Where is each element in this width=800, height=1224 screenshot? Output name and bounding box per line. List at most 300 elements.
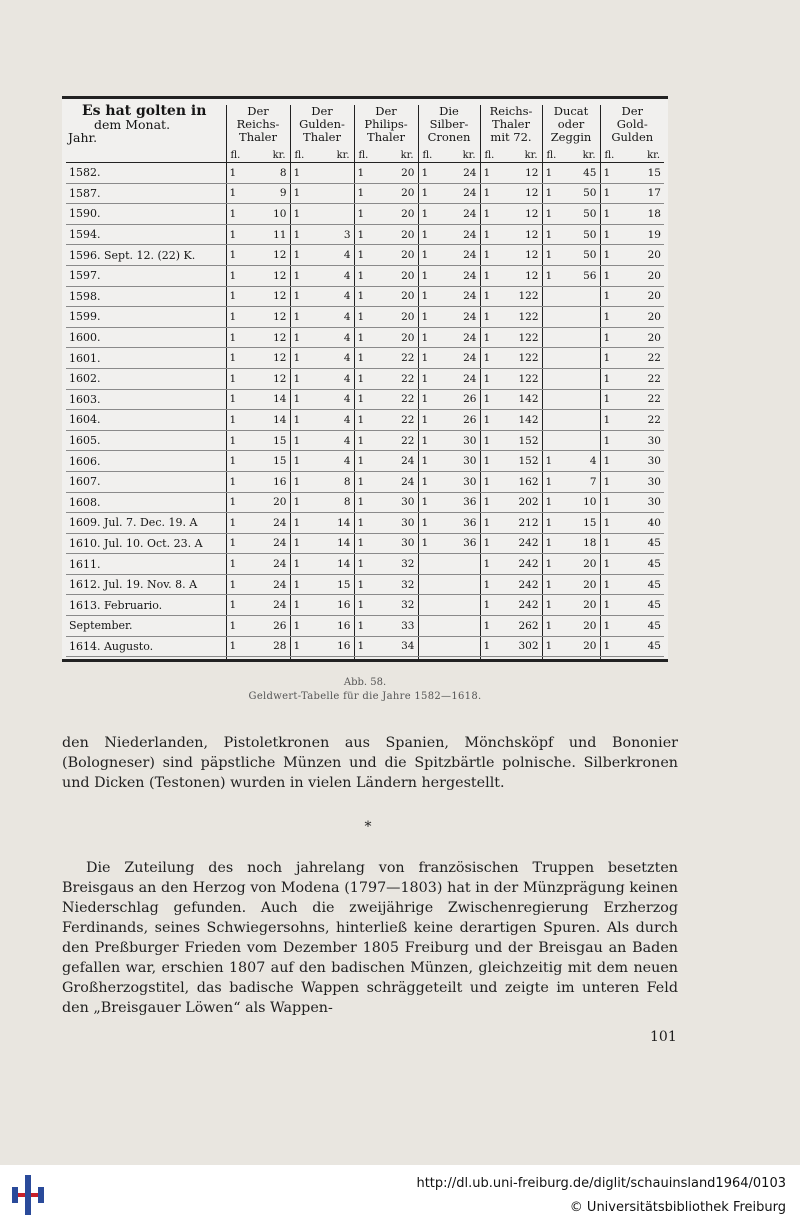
value-kr: 56 — [583, 269, 597, 282]
value-fl: 1 — [421, 310, 429, 323]
value-fl: 1 — [483, 228, 491, 241]
value-fl: 1 — [293, 619, 301, 632]
unit-header — [480, 149, 542, 163]
column-header-line: Der — [311, 104, 333, 118]
value-cell — [418, 513, 480, 534]
value-fl: 1 — [357, 249, 365, 262]
section-separator: * — [364, 819, 372, 835]
value-kr: 262 — [518, 619, 539, 632]
value-fl: 1 — [229, 537, 237, 550]
value-cell — [418, 389, 480, 410]
value-cell — [480, 307, 542, 328]
value-cell — [290, 471, 354, 492]
year-cell: 1598. — [66, 286, 226, 307]
value-cell — [542, 492, 600, 513]
value-fl: 1 — [545, 496, 553, 509]
value-kr: 20 — [583, 599, 597, 612]
value-fl: 1 — [229, 352, 237, 365]
value-cell — [542, 204, 600, 225]
value-cell — [418, 224, 480, 245]
table-row — [66, 348, 664, 369]
value-cell — [480, 204, 542, 225]
unit-header — [354, 149, 418, 163]
units-spacer — [66, 149, 226, 163]
value-cell — [290, 513, 354, 534]
value-fl: 1 — [483, 207, 491, 220]
value-kr: 17 — [647, 187, 661, 200]
value-kr: 22 — [647, 352, 661, 365]
year-cell: 1582. — [66, 163, 226, 184]
value-kr: 15 — [273, 434, 287, 447]
body-paragraph-1: den Niederlanden, Pistoletkronen aus Spanien, Mönchsköpf und Bononier (Bologneser) sind päpstliche Münzen und die Spitzbärtle polnische. Silberkronen und Dicken (Testonen) wurden in vielen Ländern hergestellt. — [62, 735, 678, 791]
value-fl — [230, 661, 237, 662]
value-kr — [401, 661, 414, 662]
value-kr: 3 — [343, 228, 351, 241]
value-fl: 1 — [483, 187, 491, 200]
value-cell — [542, 327, 600, 348]
value-kr: 30 — [401, 496, 415, 509]
value-fl: 1 — [545, 640, 553, 653]
value-fl: 1 — [357, 413, 365, 426]
value-fl: 1 — [603, 228, 611, 241]
value-cell — [600, 245, 664, 266]
value-cell — [600, 492, 664, 513]
value-cell — [600, 307, 664, 328]
value-kr: 33 — [401, 619, 415, 632]
value-cell — [480, 224, 542, 245]
value-fl: 1 — [545, 166, 553, 179]
footer-bar — [0, 1165, 800, 1224]
value-kr: 24 — [273, 578, 287, 591]
value-fl: 1 — [293, 269, 301, 282]
unit-fl: fl. — [358, 150, 369, 161]
value-fl: 1 — [483, 619, 491, 632]
value-cell — [418, 533, 480, 554]
value-fl: 1 — [293, 290, 301, 303]
value-kr: 24 — [463, 290, 477, 303]
value-fl: 1 — [229, 578, 237, 591]
value-fl: 1 — [357, 228, 365, 241]
unit-fl: fl. — [604, 150, 615, 161]
value-fl: 1 — [483, 599, 491, 612]
value-kr: 8 — [279, 166, 287, 179]
value-kr: 4 — [343, 352, 351, 365]
value-kr: 36 — [463, 496, 477, 509]
value-kr: 4 — [343, 413, 351, 426]
table-body — [66, 163, 664, 663]
value-fl: 1 — [603, 455, 611, 468]
value-cell — [226, 533, 290, 554]
value-fl: 1 — [293, 372, 301, 385]
column-header-line: Gulden- — [299, 117, 345, 131]
value-fl: 1 — [357, 496, 365, 509]
library-logo-icon — [8, 1173, 48, 1217]
table-row — [66, 368, 664, 389]
value-fl: 1 — [603, 207, 611, 220]
value-cell — [226, 348, 290, 369]
table-row — [66, 327, 664, 348]
value-cell — [226, 430, 290, 451]
value-cell — [226, 616, 290, 637]
value-fl: 1 — [603, 269, 611, 282]
value-cell — [226, 265, 290, 286]
value-kr: 12 — [273, 249, 287, 262]
value-kr: 24 — [463, 249, 477, 262]
value-cell — [480, 389, 542, 410]
value-fl: 1 — [357, 599, 365, 612]
column-header-line: Thaler — [492, 117, 530, 131]
value-kr: 162 — [518, 475, 539, 488]
value-kr: 24 — [463, 269, 477, 282]
year-cell: 1599. — [66, 307, 226, 328]
unit-header — [418, 149, 480, 163]
table-row — [66, 554, 664, 575]
value-fl: 1 — [603, 496, 611, 509]
value-cell — [418, 595, 480, 616]
value-cell — [600, 595, 664, 616]
value-kr: 30 — [647, 434, 661, 447]
value-fl: 1 — [483, 331, 491, 344]
value-fl: 1 — [229, 393, 237, 406]
value-fl: 1 — [357, 516, 365, 529]
value-kr: 4 — [343, 269, 351, 282]
value-fl: 1 — [293, 599, 301, 612]
unit-kr: kr. — [524, 150, 538, 161]
value-fl: 1 — [545, 516, 553, 529]
table-row — [66, 471, 664, 492]
value-cell — [354, 430, 418, 451]
column-header-7 — [600, 105, 664, 149]
value-cell — [480, 554, 542, 575]
value-cell — [290, 204, 354, 225]
value-fl: 1 — [293, 207, 301, 220]
value-fl: 1 — [293, 228, 301, 241]
value-cell — [226, 307, 290, 328]
value-fl — [294, 661, 301, 662]
value-fl: 1 — [421, 434, 429, 447]
value-cell — [354, 245, 418, 266]
value-fl: 1 — [229, 331, 237, 344]
value-cell — [290, 389, 354, 410]
value-cell — [290, 657, 354, 662]
value-kr — [337, 661, 350, 662]
value-fl: 1 — [603, 352, 611, 365]
value-cell — [480, 348, 542, 369]
value-cell — [418, 245, 480, 266]
value-kr: 36 — [463, 537, 477, 550]
value-cell — [542, 368, 600, 389]
value-kr: 4 — [343, 434, 351, 447]
column-header-line: Cronen — [427, 130, 471, 144]
value-kr: 32 — [401, 558, 415, 571]
value-cell — [418, 368, 480, 389]
value-fl: 1 — [483, 290, 491, 303]
value-cell — [542, 595, 600, 616]
value-fl: 1 — [357, 455, 365, 468]
value-kr: 45 — [647, 599, 661, 612]
value-fl: 1 — [421, 496, 429, 509]
value-kr: 20 — [583, 578, 597, 591]
value-kr: 40 — [647, 516, 661, 529]
value-cell — [290, 286, 354, 307]
value-kr: 24 — [463, 372, 477, 385]
value-cell — [354, 224, 418, 245]
value-cell — [354, 657, 418, 662]
value-fl: 1 — [229, 558, 237, 571]
value-cell — [290, 245, 354, 266]
value-kr: 152 — [518, 455, 539, 468]
year-cell: 1602. — [66, 368, 226, 389]
value-cell — [542, 389, 600, 410]
value-cell — [418, 410, 480, 431]
value-cell — [418, 492, 480, 513]
value-cell — [290, 430, 354, 451]
value-fl: 1 — [229, 269, 237, 282]
value-fl: 1 — [483, 393, 491, 406]
value-kr: 18 — [583, 537, 597, 550]
year-cell: 1597. — [66, 265, 226, 286]
value-kr: 32 — [401, 578, 415, 591]
year-cell: 1603. — [66, 389, 226, 410]
table-row — [66, 307, 664, 328]
value-cell — [354, 183, 418, 204]
unit-kr: kr. — [582, 150, 596, 161]
value-fl: 1 — [421, 455, 429, 468]
value-kr: 202 — [518, 496, 539, 509]
value-kr: 30 — [647, 496, 661, 509]
value-fl: 1 — [483, 558, 491, 571]
value-kr: 20 — [583, 558, 597, 571]
value-fl: 1 — [603, 413, 611, 426]
value-cell — [480, 451, 542, 472]
value-cell — [226, 471, 290, 492]
value-cell — [226, 389, 290, 410]
value-kr: 15 — [647, 166, 661, 179]
year-cell: 1611. — [66, 554, 226, 575]
value-cell — [542, 286, 600, 307]
value-fl: 1 — [603, 290, 611, 303]
value-kr: 20 — [647, 290, 661, 303]
value-fl: 1 — [603, 640, 611, 653]
value-kr: 20 — [647, 331, 661, 344]
value-fl: 1 — [357, 352, 365, 365]
value-cell — [354, 163, 418, 184]
value-kr: 9 — [279, 187, 287, 200]
value-fl: 1 — [421, 537, 429, 550]
value-fl: 1 — [293, 413, 301, 426]
value-fl: 1 — [483, 413, 491, 426]
table-row — [66, 265, 664, 286]
value-cell — [542, 657, 600, 662]
year-cell: 1594. — [66, 224, 226, 245]
value-cell — [418, 307, 480, 328]
value-fl: 1 — [603, 372, 611, 385]
value-cell — [354, 327, 418, 348]
value-fl: 1 — [483, 496, 491, 509]
value-kr: 142 — [518, 413, 539, 426]
value-kr: 20 — [401, 331, 415, 344]
value-cell — [226, 513, 290, 534]
value-cell — [542, 533, 600, 554]
value-fl: 1 — [357, 558, 365, 571]
value-fl: 1 — [229, 207, 237, 220]
column-header-line: oder — [557, 117, 585, 131]
value-fl: 1 — [483, 352, 491, 365]
value-fl — [604, 661, 611, 662]
value-cell — [354, 286, 418, 307]
table-row — [66, 204, 664, 225]
value-cell — [226, 574, 290, 595]
value-fl: 1 — [293, 434, 301, 447]
value-kr: 50 — [583, 207, 597, 220]
value-kr: 20 — [401, 310, 415, 323]
value-fl: 1 — [229, 187, 237, 200]
value-fl: 1 — [229, 475, 237, 488]
unit-kr: kr. — [647, 150, 660, 161]
column-header-line: Die — [439, 104, 459, 118]
figure-caption: Geldwert-Tabelle für die Jahre 1582—1618. — [248, 691, 482, 702]
year-cell: September. — [66, 616, 226, 637]
value-cell — [600, 368, 664, 389]
value-fl: 1 — [603, 475, 611, 488]
value-kr: 45 — [647, 619, 661, 632]
value-kr: 22 — [401, 393, 415, 406]
value-kr: 15 — [337, 578, 351, 591]
value-fl: 1 — [229, 228, 237, 241]
value-fl: 1 — [357, 475, 365, 488]
value-fl: 1 — [293, 187, 301, 200]
value-kr: 22 — [401, 352, 415, 365]
value-cell — [600, 554, 664, 575]
page-number: 101 — [650, 1029, 677, 1045]
value-cell — [226, 163, 290, 184]
value-cell — [418, 204, 480, 225]
value-cell — [354, 368, 418, 389]
value-cell — [418, 657, 480, 662]
value-kr: 24 — [463, 228, 477, 241]
value-cell — [418, 451, 480, 472]
value-fl: 1 — [357, 640, 365, 653]
value-kr: 242 — [518, 537, 539, 550]
column-header-line: Zeggin — [550, 130, 592, 144]
value-fl: 1 — [545, 558, 553, 571]
value-cell — [418, 163, 480, 184]
value-fl: 1 — [357, 290, 365, 303]
value-fl: 1 — [293, 578, 301, 591]
value-fl: 1 — [229, 310, 237, 323]
value-cell — [542, 224, 600, 245]
value-fl: 1 — [229, 640, 237, 653]
value-kr: 12 — [525, 249, 539, 262]
year-cell: 1612. Jul. 19. Nov. 8. A — [66, 574, 226, 595]
value-fl: 1 — [603, 331, 611, 344]
value-kr: 20 — [273, 496, 287, 509]
value-kr: 22 — [401, 434, 415, 447]
table-row — [66, 636, 664, 657]
value-fl: 1 — [421, 166, 429, 179]
value-cell — [226, 327, 290, 348]
value-cell — [226, 224, 290, 245]
source-url-link[interactable]: http://dl.ub.uni-freiburg.de/diglit/schauinsland1964/0103 — [416, 1176, 786, 1191]
value-cell — [480, 574, 542, 595]
value-fl: 1 — [229, 496, 237, 509]
value-kr: 50 — [583, 187, 597, 200]
value-kr: 12 — [273, 310, 287, 323]
value-fl: 1 — [229, 434, 237, 447]
value-cell — [600, 533, 664, 554]
value-fl: 1 — [545, 228, 553, 241]
table-row — [66, 451, 664, 472]
value-cell — [290, 307, 354, 328]
value-cell — [542, 307, 600, 328]
column-header-2 — [290, 105, 354, 149]
value-fl: 1 — [293, 331, 301, 344]
table-header-row — [66, 105, 664, 149]
value-cell — [542, 183, 600, 204]
value-kr: 28 — [273, 640, 287, 653]
table-units-row — [66, 149, 664, 163]
value-cell — [226, 636, 290, 657]
value-cell — [480, 492, 542, 513]
value-kr: 10 — [273, 207, 287, 220]
value-kr: 122 — [518, 352, 539, 365]
value-cell — [418, 265, 480, 286]
column-header-line: mit 72. — [490, 130, 532, 144]
value-cell — [480, 533, 542, 554]
value-kr: 24 — [463, 207, 477, 220]
unit-fl: fl. — [294, 150, 305, 161]
value-fl: 1 — [357, 187, 365, 200]
value-fl: 1 — [603, 249, 611, 262]
value-cell — [600, 265, 664, 286]
value-kr: 30 — [401, 516, 415, 529]
table-title-cell — [66, 105, 226, 149]
column-header-3 — [354, 105, 418, 149]
value-fl — [358, 661, 365, 662]
value-fl: 1 — [483, 475, 491, 488]
value-kr: 45 — [583, 166, 597, 179]
value-fl: 1 — [603, 558, 611, 571]
value-kr: 122 — [518, 331, 539, 344]
column-header-line: Reichs- — [236, 117, 280, 131]
value-fl: 1 — [483, 640, 491, 653]
year-cell: 1587. — [66, 183, 226, 204]
value-kr: 16 — [337, 640, 351, 653]
value-fl: 1 — [293, 640, 301, 653]
value-cell — [600, 410, 664, 431]
value-cell — [290, 616, 354, 637]
value-cell — [542, 513, 600, 534]
value-fl: 1 — [545, 619, 553, 632]
unit-fl: fl. — [546, 150, 557, 161]
column-header-line: Thaler — [367, 130, 405, 144]
value-kr: 7 — [589, 475, 597, 488]
year-cell: 1600. — [66, 327, 226, 348]
value-fl: 1 — [293, 166, 301, 179]
table-row — [66, 430, 664, 451]
value-kr: 50 — [583, 249, 597, 262]
value-fl: 1 — [483, 434, 491, 447]
value-kr: 30 — [463, 434, 477, 447]
value-kr: 19 — [647, 228, 661, 241]
value-cell — [418, 327, 480, 348]
table-row — [66, 513, 664, 534]
value-kr: 45 — [647, 578, 661, 591]
value-cell — [354, 410, 418, 431]
value-cell — [290, 265, 354, 286]
column-header-1 — [226, 105, 290, 149]
value-kr: 4 — [343, 372, 351, 385]
